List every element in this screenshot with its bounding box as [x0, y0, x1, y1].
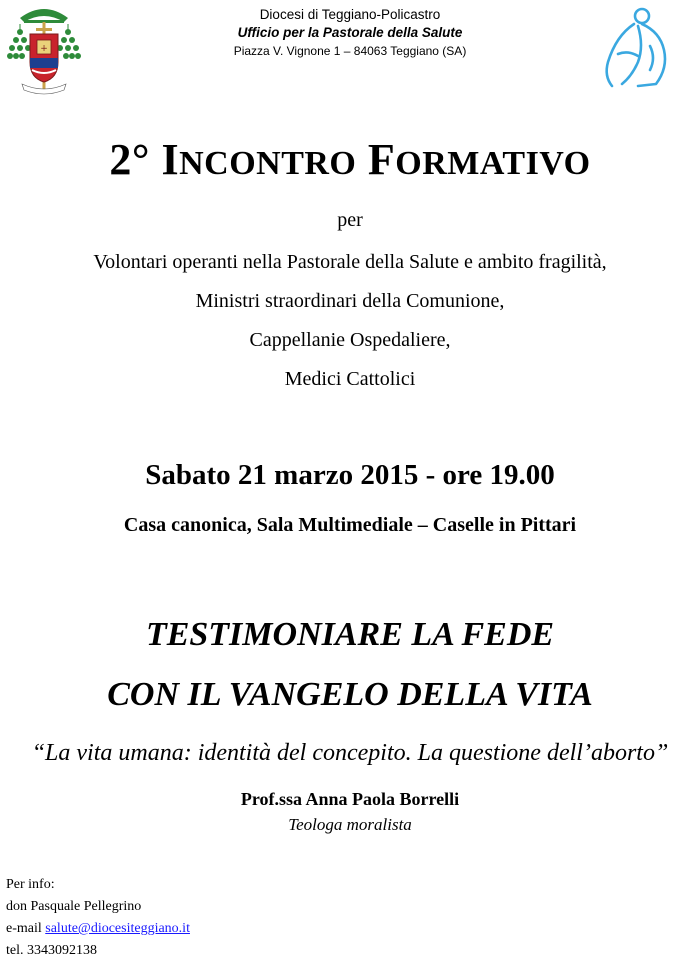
theme-line-2: CON IL VANGELO DELLA VITA: [107, 676, 593, 713]
contact-info: [6, 874, 190, 962]
email-link[interactable]: salute@diocesiteggiano.it: [45, 921, 190, 936]
title-word2-initial: F: [367, 135, 396, 184]
page-title: [0, 134, 700, 185]
pastoral-health-logo-icon: [598, 6, 672, 92]
subtitle-quote: “La vita umana: identità del concepito. La questione dell’aborto”: [31, 740, 669, 766]
audience-line: Volontari operanti nella Pastorale della Salute e ambito fragilità,: [93, 251, 607, 273]
info-label: Per info:: [6, 877, 55, 892]
speaker-name: Prof.ssa Anna Paola Borrelli: [240, 789, 460, 809]
title-word1-rest: NCONTRO: [179, 145, 357, 182]
audience-line: Ministri straordinari della Comunione,: [195, 290, 505, 312]
office-name: Ufficio per la Pastorale della Salute: [237, 25, 463, 40]
event-place: Casa canonica, Sala Multimediale – Caselle in Pittari: [123, 514, 577, 536]
title-number: 2°: [109, 135, 162, 184]
letterhead: [0, 0, 700, 100]
svg-text:+: +: [40, 44, 48, 54]
per-label: per: [337, 209, 363, 231]
speaker-role: Teologa moralista: [288, 815, 412, 834]
office-address: Piazza V. Vignone 1 – 84063 Teggiano (SA): [233, 44, 467, 58]
email-line: [6, 918, 190, 940]
event-date: Sabato 21 marzo 2015 - ore 19.00: [145, 459, 555, 491]
letterhead-text: [150, 6, 550, 60]
contact-name: don Pasquale Pellegrino: [6, 899, 142, 914]
coat-of-arms-icon: [6, 4, 82, 96]
title-word1-initial: I: [161, 135, 180, 184]
email-label: e-mail: [6, 921, 46, 936]
title-word2-rest: ORMATIVO: [395, 145, 591, 182]
phone-number: tel. 3343092138: [6, 943, 97, 958]
audience-line: Cappellanie Ospedaliere,: [249, 329, 451, 351]
theme-line-1: TESTIMONIARE LA FEDE: [145, 616, 555, 653]
diocese-name: Diocesi di Teggiano-Policastro: [259, 7, 441, 22]
audience-line: Medici Cattolici: [284, 368, 416, 390]
